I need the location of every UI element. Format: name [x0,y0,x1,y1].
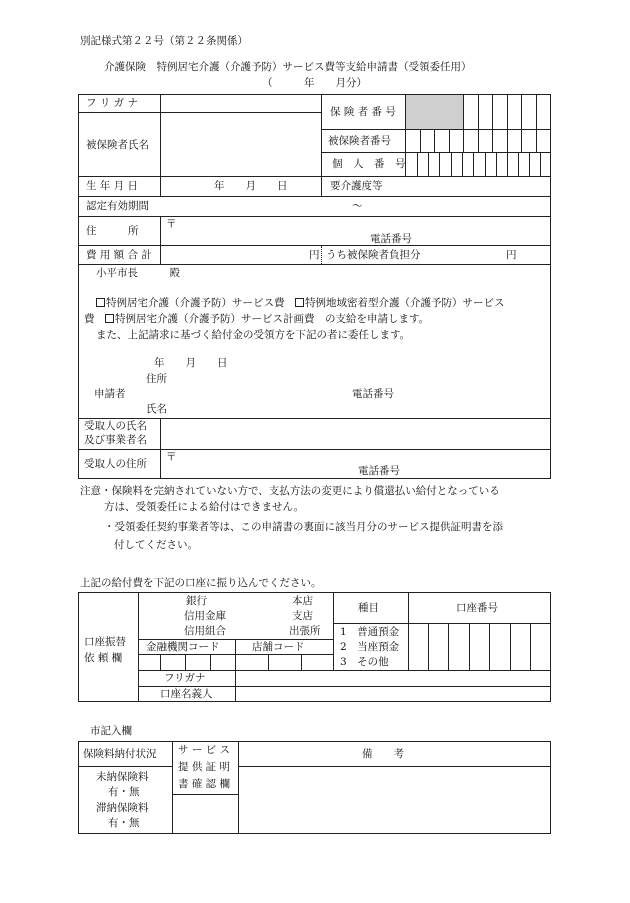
birthdate-field[interactable]: 年 月 日 [214,180,288,192]
self-pay-label: うち被保険者負担分 [326,249,421,261]
bank-option-bank: 銀行 [186,595,207,607]
cost-total-yen: 円 [309,249,320,261]
form-period: （ 年 月分） [262,77,367,89]
insured-number-label: 被保険者番号 [328,135,391,147]
city-section-heading: 市記入欄 [90,725,132,737]
account-type-3[interactable]: 3 その他 [340,656,389,668]
payee-address-label: 受取人の住所 [84,458,147,470]
furigana-label: フ リ ガ ナ [86,97,139,109]
insured-name-field[interactable] [161,113,320,175]
account-number-label: 口座番号 [456,602,498,614]
checkbox-community-care[interactable] [295,298,304,307]
bank-intro: 上記の給付費を下記の口座に振り込んでください。 [80,577,322,589]
form-number: 別記様式第２２号（第２２条関係） [80,35,248,47]
service-cert-label-2: 提 供 証 明 [178,761,231,773]
bank-option-kumiai: 信用組合 [184,625,226,637]
applicant-label: 申請者 [94,388,126,400]
applicant-phone-label: 電話番号 [352,388,394,400]
note-1b: 方は、受領委任による給付はできません。 [104,501,305,513]
bank-option-shinkin: 信用金庫 [184,610,226,622]
branch-option-shiten: 支店 [292,610,313,622]
account-type-1[interactable]: 1 普通預金 [340,626,400,638]
service-cert-label-1: サ ー ビ ス [178,744,231,756]
note-2a: ・受領委任契約事業者等は、この申請書の裏面に該当月分のサービス提供証明書を添 [104,521,503,533]
address-phone-label: 電話番号 [370,233,412,245]
addressee: 小平市長 殿 [96,267,180,279]
insurer-number-label: 保 険 者 番 号 [330,106,396,118]
holder-name-label: 口座名義人 [160,688,213,700]
insured-name-label: 被保険者氏名 [86,139,149,151]
service-cert-label-3: 書 確 認 欄 [178,778,231,790]
postal-mark: 〒 [166,218,177,230]
branch-option-honten: 本店 [292,595,313,607]
bank-label-1: 口座振替 [84,636,126,648]
account-type-2[interactable]: 2 当座預金 [340,641,400,653]
checkbox-care-plan[interactable] [105,314,114,323]
overdue-premium-label: 滞納保険料 [96,802,149,814]
holder-name-field[interactable] [236,687,549,701]
holder-furigana-label: フリガナ [164,672,206,684]
unpaid-yes-no[interactable]: 有・無 [108,786,140,798]
applicant-address-label: 住所 [146,373,167,385]
branch-option-shutchojo: 出張所 [289,625,321,637]
cost-total-label: 費 用 額 合 計 [86,249,152,261]
payee-postal-mark: 〒 [166,451,177,463]
checkbox-special-home-care[interactable] [96,298,105,307]
furigana-field[interactable] [161,95,320,111]
overdue-yes-no[interactable]: 有・無 [108,817,140,829]
payee-name-field[interactable] [161,419,549,448]
care-level-label: 要介護度等 [330,180,383,192]
institution-code-label: 金融機関コード [146,641,220,653]
remarks-label: 備 考 [362,748,404,760]
birthdate-label: 生 年 月 日 [86,180,139,192]
self-pay-yen: 円 [506,249,517,261]
branch-code-label: 店舗コード [252,641,305,653]
address-label: 住 所 [86,225,139,237]
insurer-shaded-cells [406,95,463,129]
cert-period-tilde: ～ [352,200,363,212]
payee-phone-label: 電話番号 [358,465,400,477]
delegation-statement: また、上記請求に基づく給付金の受領方を下記の者に委任します。 [96,329,411,341]
payee-name-label-2: 及び事業者名 [84,434,147,446]
service-line-2: 費 特例居宅介護（介護予防）サービス計画費 の支給を申請します。 [84,313,430,325]
payee-name-label-1: 受取人の氏名 [84,420,147,432]
holder-furigana-field[interactable] [236,671,549,685]
note-1a: 注意・保険料を完納されていない方で、支払方法の変更により償還払い給付となっている [80,485,500,497]
service-line-1: 特例居宅介護（介護予防）サービス費 特例地域密着型介護（介護予防）サービス [96,298,505,309]
personal-number-label: 個 人 番 号 [332,158,406,170]
form-title: 介護保険 特例居宅介護（介護予防）サービス費等支給申請書（受領委任用） [104,61,472,73]
note-2b: 付してください。 [114,539,198,551]
unpaid-premium-label: 未納保険料 [96,771,149,783]
cert-period-label: 認定有効期間 [86,200,149,212]
applicant-name-label: 氏名 [146,403,167,415]
application-date[interactable]: 年 月 日 [154,357,228,369]
payment-status-label: 保険料納付状況 [83,748,157,760]
account-type-label: 種目 [358,602,379,614]
bank-label-2: 依 頼 欄 [84,652,123,664]
